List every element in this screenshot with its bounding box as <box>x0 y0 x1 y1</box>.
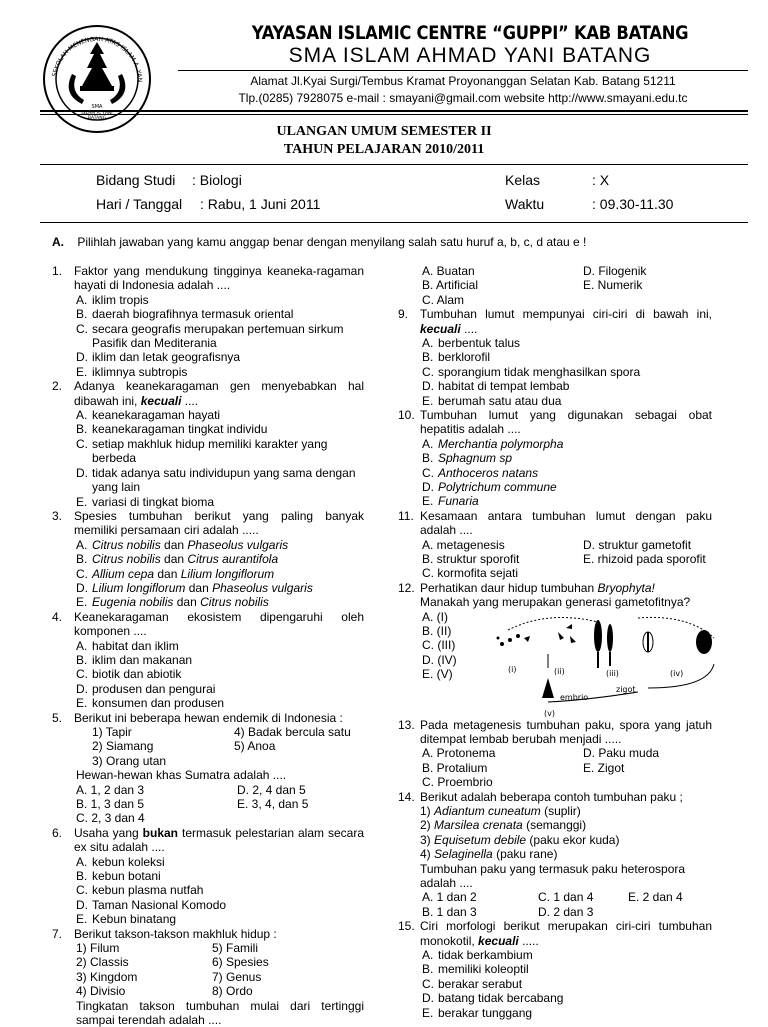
option-row[interactable]: A. 1, 2 dan 3 D. 2, 4 dan 5 <box>76 782 306 797</box>
school-name: SMA ISLAM AHMAD YANI BATANG <box>288 44 652 67</box>
question-3: 3. Spesies tumbuhan berikut yang paling banyak memiliki persamaan ciri adalah ..... <box>52 508 364 538</box>
option[interactable]: B. keanekaragaman tingkat individu <box>76 422 268 437</box>
subject-label: Bidang Studi <box>96 172 176 188</box>
list-row: 3) Orang utan <box>92 753 167 768</box>
list-row: 1) Filum 5) Famili <box>76 941 259 955</box>
option[interactable]: A. berbentuk talus <box>422 335 521 350</box>
question-14: 14. Berikut adalah beberapa contoh tumbuhan paku ; <box>398 789 683 804</box>
option[interactable]: E. (V) <box>422 667 453 682</box>
fig-label-embrio: embrio <box>560 693 589 702</box>
instruction <box>52 235 752 249</box>
question-number: 12. <box>398 580 415 595</box>
question-15: 15. Ciri morfologi berikut merupakan ciri-ciri tumbuhan monokotil, kecuali ..... <box>398 919 712 948</box>
option[interactable]: E. berumah satu atau dua <box>422 393 562 408</box>
list-row: 3) Kingdom 7) Genus <box>76 969 262 984</box>
option[interactable]: B. kebun botani <box>76 868 161 883</box>
option[interactable]: D. Polytrichum commune <box>422 480 557 495</box>
list-item: 2) Marsilea crenata (semanggi) <box>420 818 587 833</box>
question-text: Tumbuhan paku yang termasuk paku heterospora adalah .... <box>420 861 686 891</box>
fig-label-iv: (iv) <box>670 669 684 678</box>
option[interactable]: D. batang tidak bercabang <box>422 991 564 1006</box>
option[interactable]: A. Citrus nobilis dan Phaseolus vulgaris <box>76 537 289 552</box>
question-6: 6. Usaha yang bukan termasuk pelestarian alam secara ex situ adalah .... <box>52 825 364 855</box>
left-column <box>52 264 364 1027</box>
option[interactable]: D. Taman Nasional Komodo <box>76 897 227 912</box>
question-number: 1. <box>52 264 63 278</box>
option[interactable]: B. berklorofil <box>422 350 491 365</box>
option[interactable]: E. variasi di tingkat bioma <box>76 494 215 509</box>
question-9: 9. Tumbuhan lumut mempunyai ciri-ciri di bawah ini, kecuali .... <box>398 307 712 336</box>
question-number: 15. <box>398 919 415 934</box>
time-label: Waktu <box>505 196 545 212</box>
option[interactable]: A. keanekaragaman hayati <box>76 408 221 423</box>
option[interactable]: C. sporangium tidak menghasilkan spora <box>422 364 641 379</box>
letterhead-rule <box>40 110 748 112</box>
option[interactable]: C. secara geografis merupakan pertemuan sirkum Pasifik dan Mediterania <box>76 321 344 351</box>
fig-label-zigot: zigot <box>616 685 636 694</box>
option-row[interactable]: A. metagenesis D. struktur gametofit <box>422 537 692 552</box>
option[interactable]: B. daerah biografihnya termasuk oriental <box>76 307 294 322</box>
school-address: Alamat Jl.Kyai Surgi/Tembus Kramat Proyonanggan Selatan Kab. Batang 51211 <box>250 74 676 88</box>
question-number: 6. <box>52 825 63 840</box>
question-4: 4. Keanekaragaman ekosistem dipengaruhi oleh komponen .... <box>52 609 364 639</box>
option-row[interactable]: C. Alam <box>422 292 465 307</box>
question-7: 7. Berikut takson-takson makhluk hidup : <box>52 926 277 941</box>
list-row: 1) Tapir 4) Badak bercula satu <box>92 725 351 739</box>
option-row[interactable]: A. Protonema D. Paku muda <box>422 746 660 761</box>
question-number: 11. <box>398 508 414 523</box>
school-logo <box>42 24 152 134</box>
option[interactable]: C. Anthoceros natans <box>422 465 539 480</box>
list-item: 1) Adiantum cuneatum (suplir) <box>420 804 581 818</box>
option[interactable]: A. (I) <box>422 609 448 624</box>
foundation-name: YAYASAN ISLAMIC CENTRE “GUPPI” KAB BATANG <box>251 22 689 44</box>
header-divider <box>178 70 748 71</box>
school-contact: Tlp.(0285) 7928075 e-mail : smayani@gmail.com website http://www.smayani.edu.tc <box>238 91 688 105</box>
option-row[interactable]: B. 1 dan 3 D. 2 dan 3 <box>422 904 594 919</box>
question-number: 7. <box>52 926 63 941</box>
option[interactable]: D. iklim dan letak geografisnya <box>76 350 241 365</box>
list-row: 2) Classis 6) Spesies <box>76 955 269 970</box>
option[interactable]: D. produsen dan pengurai <box>76 681 216 696</box>
option[interactable]: E. Funaria <box>422 494 479 509</box>
question-text: Hewan-hewan khas Sumatra adalah .... <box>76 768 287 783</box>
option[interactable]: A. habitat dan iklim <box>76 638 179 653</box>
fig-label-ii: (ii) <box>554 667 565 676</box>
option[interactable]: E. konsumen dan produsen <box>76 696 225 711</box>
option-row[interactable]: C. 2, 3 dan 4 <box>76 811 145 826</box>
info-rule-bottom <box>40 222 748 223</box>
option[interactable]: C. Allium cepa dan Lilium longiflorum <box>76 566 275 581</box>
option[interactable]: A. Merchantia polymorpha <box>422 436 564 451</box>
letterhead-rule-thin <box>40 114 748 115</box>
question-number: 2. <box>52 379 63 394</box>
option-row[interactable]: B. 1, 3 dan 5 E. 3, 4, dan 5 <box>76 796 309 811</box>
option[interactable]: B. Sphagnum sp <box>422 451 513 466</box>
option[interactable]: A. iklim tropis <box>76 292 149 307</box>
question-1 <box>52 264 364 293</box>
option[interactable]: B. iklim dan makanan <box>76 652 193 667</box>
question-12: 12. Perhatikan daur hidup tumbuhan Bryophyta! Manakah yang merupakan generasi gametofitnya? <box>398 580 691 610</box>
date-label: Hari / Tanggal <box>96 196 183 212</box>
option[interactable]: E. berakar tunggang <box>422 1005 533 1020</box>
option[interactable]: C. biotik dan abiotik <box>76 667 182 682</box>
option[interactable]: D. habitat di tempat lembab <box>422 379 570 394</box>
info-rule-top <box>40 164 748 165</box>
option[interactable]: B. (II) <box>422 624 452 639</box>
question-13: 13. Pada metagenesis tumbuhan paku, spora yang jatuh ditempat lembab berubah menjadi ..... <box>398 717 712 747</box>
svg-text:SMA: SMA <box>91 104 103 110</box>
question-number: 9. <box>398 307 409 322</box>
instruction-text: Pilihlah jawaban yang kamu anggap benar dengan menyilang salah satu huruf a, b, c, d atau e ! <box>77 235 587 249</box>
list-item: 3) Equisetum debile (paku ekor kuda) <box>420 832 620 847</box>
question-text: Faktor yang mendukung tingginya keaneka-ragaman hayati di Indonesia adalah .... <box>74 264 364 293</box>
list-row: 4) Divisio 8) Ordo <box>76 984 253 999</box>
exam-year: TAHUN PELAJARAN 2010/2011 <box>283 142 485 157</box>
class-value: : X <box>592 172 610 188</box>
question-text: Tingkatan takson tumbuhan mulai dari tertinggi sampai terendah adalah .... <box>76 998 364 1027</box>
option[interactable]: E. Kebun binatang <box>76 912 177 927</box>
subject-value: : Biologi <box>192 172 242 188</box>
option-row[interactable]: B. Protalium E. Zigot <box>422 760 625 775</box>
question-number: 3. <box>52 508 63 523</box>
list-row: 2) Siamang 5) Anoa <box>92 739 276 754</box>
fig-label-v: (v) <box>544 709 555 718</box>
option-row[interactable]: A. 1 dan 2 C. 1 dan 4 E. 2 dan 4 <box>422 890 683 905</box>
option-row[interactable]: A. Buatan D. Filogenik <box>422 264 647 278</box>
option[interactable]: C. (III) <box>422 638 456 653</box>
question-number: 10. <box>398 408 415 423</box>
option[interactable]: C. kebun plasma nutfah <box>76 883 204 898</box>
question-number: 13. <box>398 717 415 732</box>
option[interactable]: A. kebun koleksi <box>76 854 165 869</box>
bryophyta-life-cycle-diagram <box>488 608 724 724</box>
section-letter: A. <box>52 235 64 249</box>
option-row[interactable]: B. struktur sporofit E. rhizoid pada sporofit <box>422 552 706 567</box>
fig-label-i: (i) <box>508 665 517 674</box>
class-label: Kelas <box>505 172 541 188</box>
option[interactable]: E. iklimnya subtropis <box>76 364 188 379</box>
svg-text:SEKOLAH MENENGAH ATAS ISLAM A.: SEKOLAH MENENGAH ATAS ISLAM A. YAN <box>51 35 144 83</box>
option[interactable]: D. (IV) <box>422 652 457 667</box>
option[interactable]: D. Lilium longiflorum dan Phaseolus vulgaris <box>76 580 313 595</box>
option[interactable]: E. Eugenia nobilis dan Citrus nobilis <box>76 595 269 610</box>
question-10: 10. Tumbuhan lumut yang digunakan sebagai obat hepatitis adalah .... <box>398 408 712 437</box>
option-row[interactable]: B. Artificial E. Numerik <box>422 278 643 293</box>
option-row[interactable]: C. kormofita sejati <box>422 566 519 581</box>
option[interactable]: B. memiliki koleoptil <box>422 962 529 977</box>
question-number: 14. <box>398 789 415 804</box>
question-number: 5. <box>52 710 63 725</box>
svg-text:BATANG: BATANG <box>87 116 107 121</box>
option[interactable]: B. Citrus nobilis dan Citrus aurantifola <box>76 552 279 567</box>
date-value: : Rabu, 1 Juni 2011 <box>200 196 321 212</box>
option[interactable]: C. setiap makhluk hidup memiliki karakter yang berbeda <box>76 436 328 466</box>
svg-text:ISLAM A. YANI: ISLAM A. YANI <box>81 111 113 116</box>
option[interactable]: D. tidak adanya satu individupun yang sama dengan yang lain <box>76 465 356 495</box>
option[interactable]: A. tidak berkambium <box>422 948 533 963</box>
question-5: 5. Berikut ini beberapa hewan endemik di Indonesia : <box>52 710 343 725</box>
option[interactable]: C. berakar serabut <box>422 976 523 991</box>
question-2: 2. Adanya keanekaragaman gen menyebabkan hal dibawah ini, kecuali .... <box>52 379 364 408</box>
question-number: 4. <box>52 609 63 624</box>
exam-title: ULANGAN UMUM SEMESTER II <box>276 124 492 139</box>
question-11: 11. Kesamaan antara tumbuhan lumut dengan paku adalah .... <box>398 508 712 538</box>
time-value: : 09.30-11.30 <box>592 196 674 212</box>
list-item: 4) Selaginella (paku rane) <box>420 847 558 862</box>
option-row[interactable]: C. Proembrio <box>422 775 493 790</box>
fig-label-iii: (iii) <box>606 669 619 678</box>
